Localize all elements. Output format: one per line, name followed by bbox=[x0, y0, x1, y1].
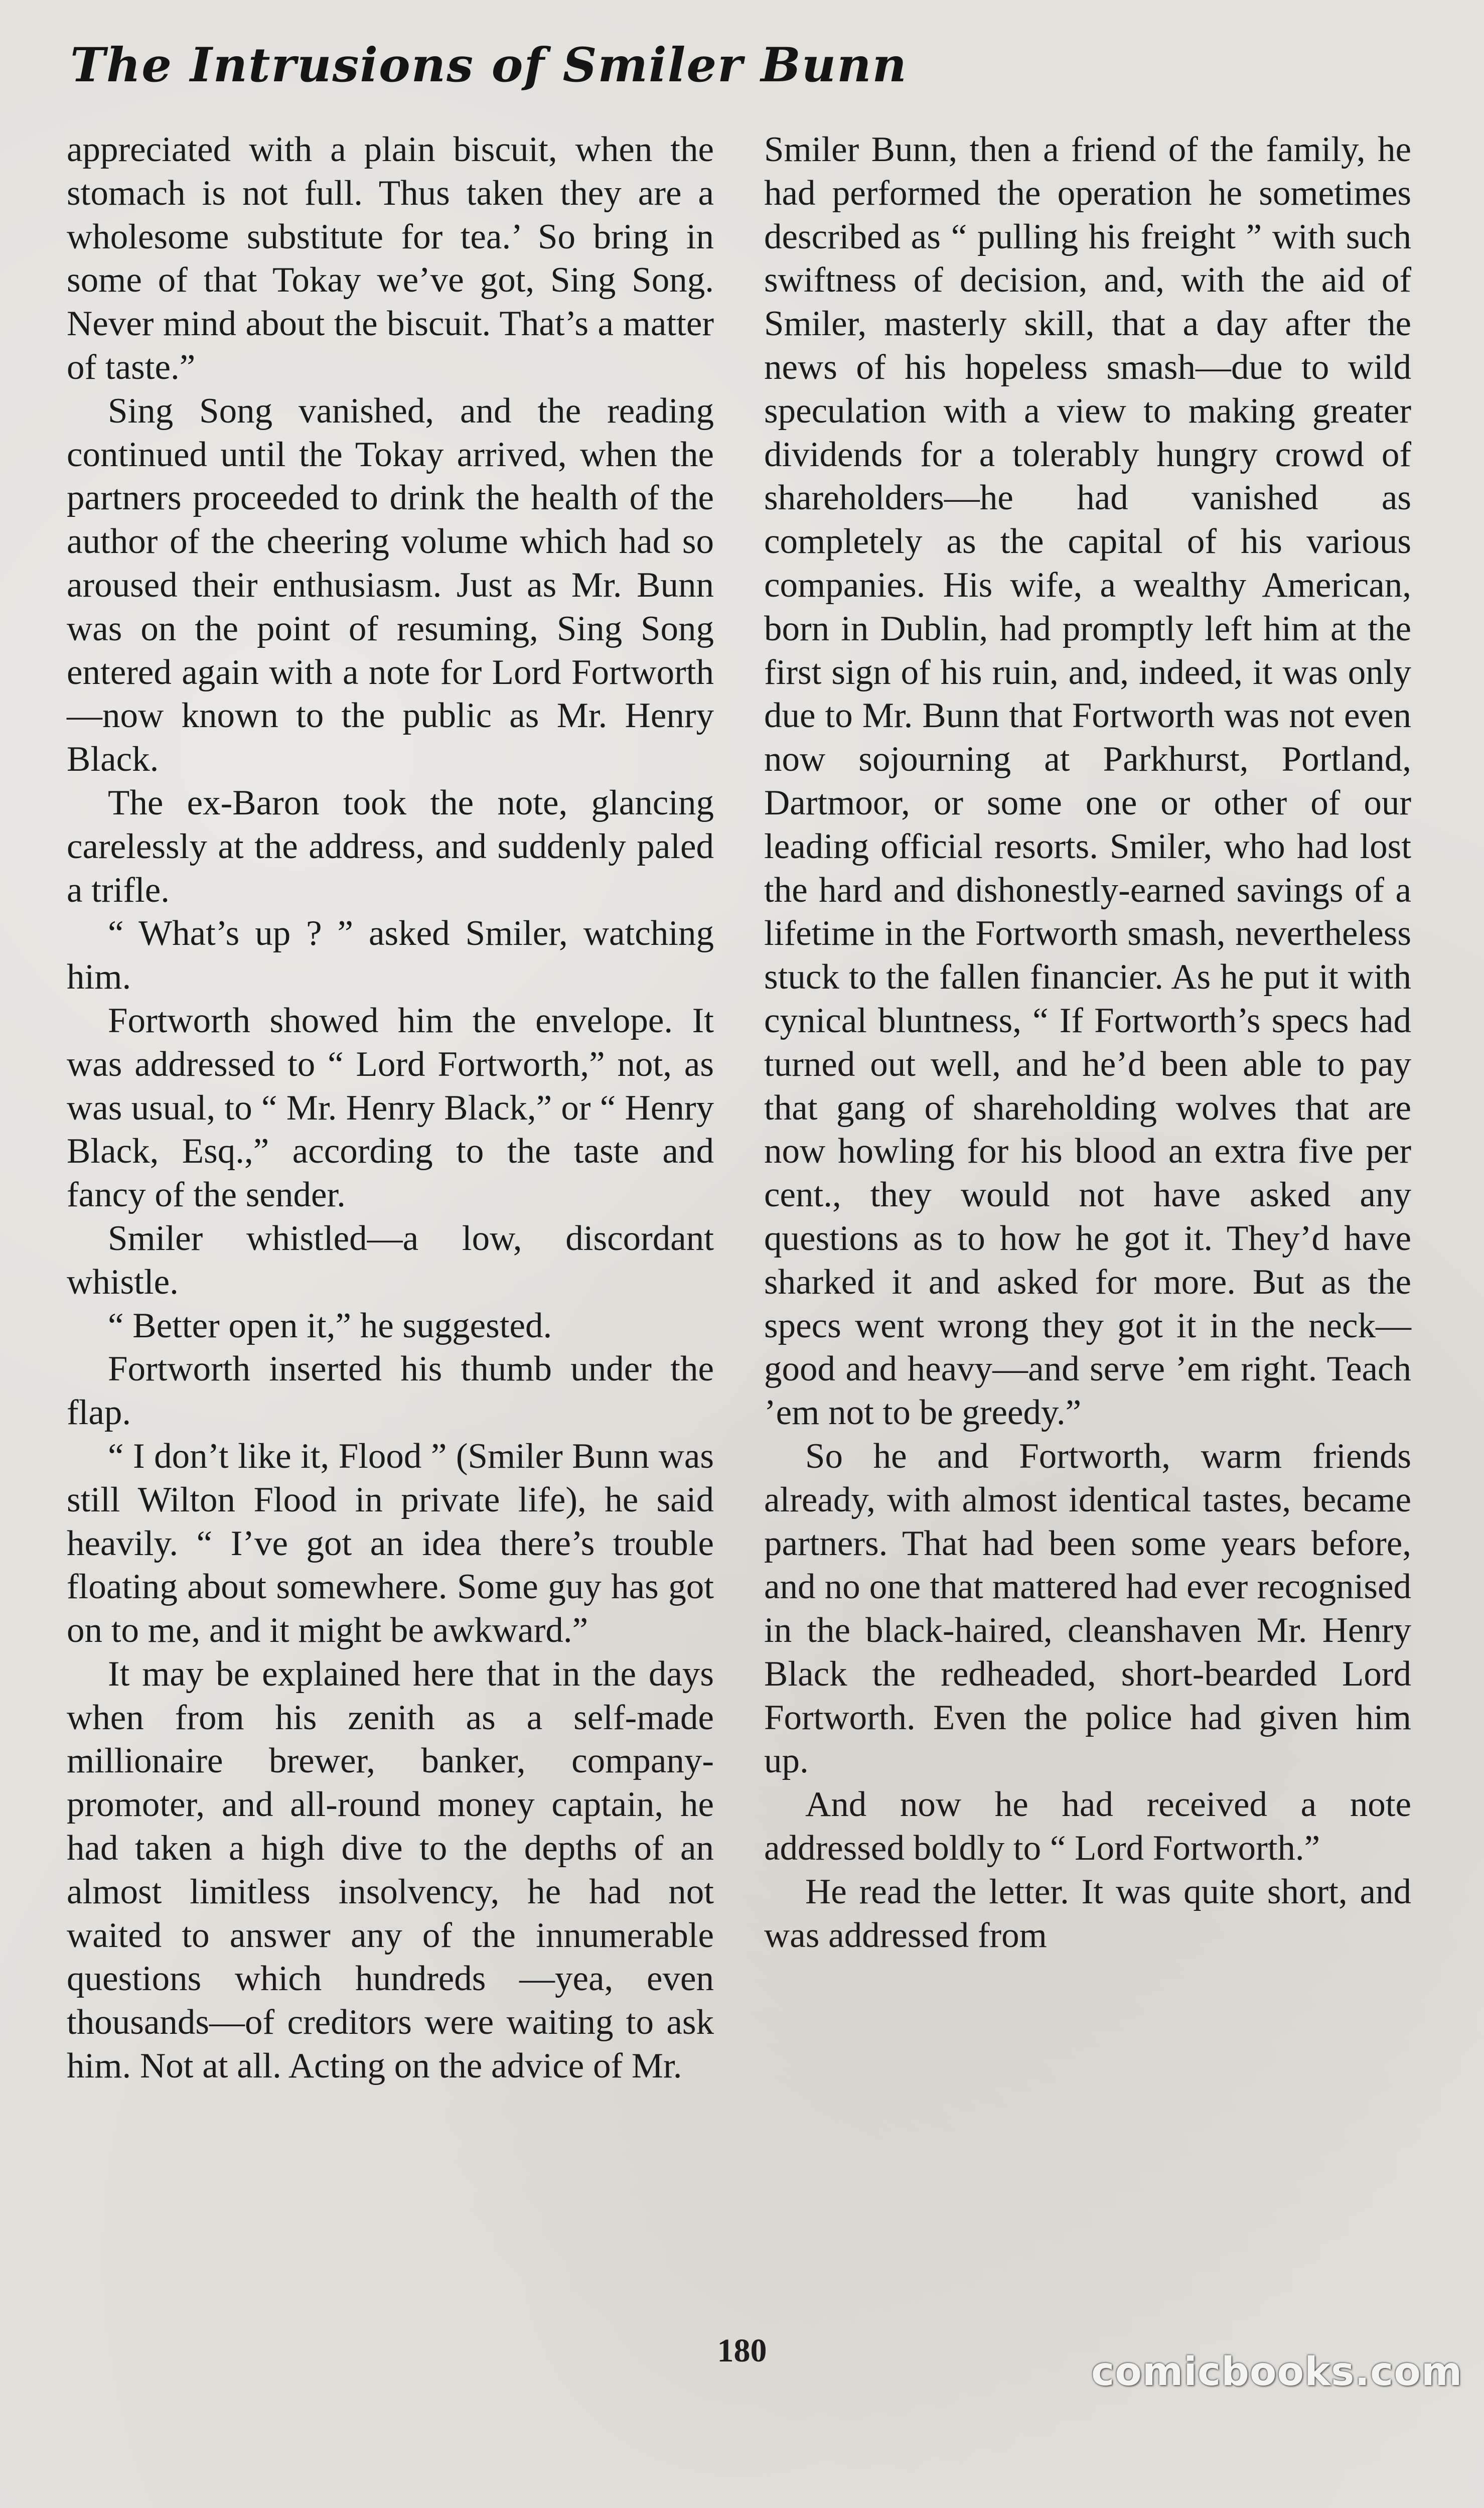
paragraph: “ Better open it,” he suggested. bbox=[108, 1306, 552, 1345]
paragraph: So he and Fortworth, warm friends already, with almost identical tastes, became partners. That had been some years before, and no one that mattered had ever recognised in the black-haired, cleanshaven Mr. Henry Black the redheaded, short-bearded Lord Fortworth. Even the police had given him up. bbox=[764, 1436, 1411, 1781]
paragraph: He read the letter. It was quite short, and was addressed from bbox=[764, 1872, 1411, 1955]
running-title: The Intrusions of Smiler Bunn bbox=[70, 38, 908, 93]
site-watermark: comicbooks.com bbox=[1091, 2349, 1463, 2395]
right-column bbox=[764, 128, 1411, 1957]
page-number: 180 bbox=[717, 2332, 767, 2369]
paragraph: Sing Song vanished, and the reading continued until the Tokay arrived, when the partners proceeded to drink the health of the author of the cheering volume which had so aroused their enthusiasm. Just as Mr. Bunn was on the point of resuming, Sing Song entered again with a note for Lord Fortworth—now known to the public as Mr. Henry Black. bbox=[67, 391, 714, 779]
paragraph: It may be explained here that in the days when from his zenith as a self-made millionaire brewer, banker, company-promoter, and all-round money captain, he had taken a high dive to the depths of an almost limitless insolvency, he had not waited to answer any of the innumerable questions which hundreds —yea, even thousands—of creditors were waiting to ask him. Not at all. Acting on the advice of Mr. bbox=[67, 1654, 714, 2086]
paragraph: “ I don’t like it, Flood ” (Smiler Bunn was still Wilton Flood in private life), he said heavily. “ I’ve got an idea there’s trouble floating about somewhere. Some guy has got on to me, and it might be awkward.” bbox=[67, 1436, 714, 1650]
paragraph: appreciated with a plain biscuit, when the stomach is not full. Thus taken they are a wholesome substitute for tea.’ So bring in some of that Tokay we’ve got, Sing Song. Never mind about the biscuit. That’s a matter of taste.” bbox=[67, 130, 714, 387]
paragraph: And now he had received a note addressed boldly to “ Lord Fortworth.” bbox=[764, 1785, 1411, 1868]
paragraph: Smiler Bunn, then a friend of the family, he had performed the operation he sometimes described as “ pulling his freight ” with such swiftness of decision, and, with the aid of Smiler, masterly skill, that a day after the news of his hopeless smash—due to wild speculation with a view to making greater dividends for a tolerably hungry crowd of shareholders—he had vanished as completely as the capital of his various companies. His wife, a wealthy American, born in Dublin, had promptly left him at the first sign of his ruin, and, indeed, it was only due to Mr. Bunn that Fortworth was not even now sojourning at Parkhurst, Portland, Dartmoor, or some one or other of our leading official resorts. Smiler, who had lost the hard and dishonestly-earned savings of a lifetime in the Fortworth smash, nevertheless stuck to the fallen financier. As he put it with cynical bluntness, “ If Fortworth’s specs had turned out well, and he’d been able to pay that gang of shareholding wolves that are now howling for his blood an extra five per cent., they would not have asked any questions as to how he got it. They’d have sharked it and asked for more. But as the specs went wrong they got it in the neck—good and heavy—and serve ’em right. Teach ’em not to be greedy.” bbox=[764, 130, 1411, 1433]
left-column bbox=[67, 128, 714, 2088]
paragraph: Fortworth inserted his thumb under the flap. bbox=[67, 1349, 714, 1433]
paragraph: “ What’s up ? ” asked Smiler, watching him. bbox=[67, 914, 714, 997]
paragraph: Fortworth showed him the envelope. It was addressed to “ Lord Fortworth,” not, as was usual, to “ Mr. Henry Black,” or “ Henry Black, Esq.,” according to the taste and fancy of the sender. bbox=[67, 1001, 714, 1215]
paragraph: The ex-Baron took the note, glancing carelessly at the address, and suddenly paled a trifle. bbox=[67, 783, 714, 910]
paragraph: Smiler whistled—a low, discordant whistle. bbox=[67, 1218, 714, 1302]
